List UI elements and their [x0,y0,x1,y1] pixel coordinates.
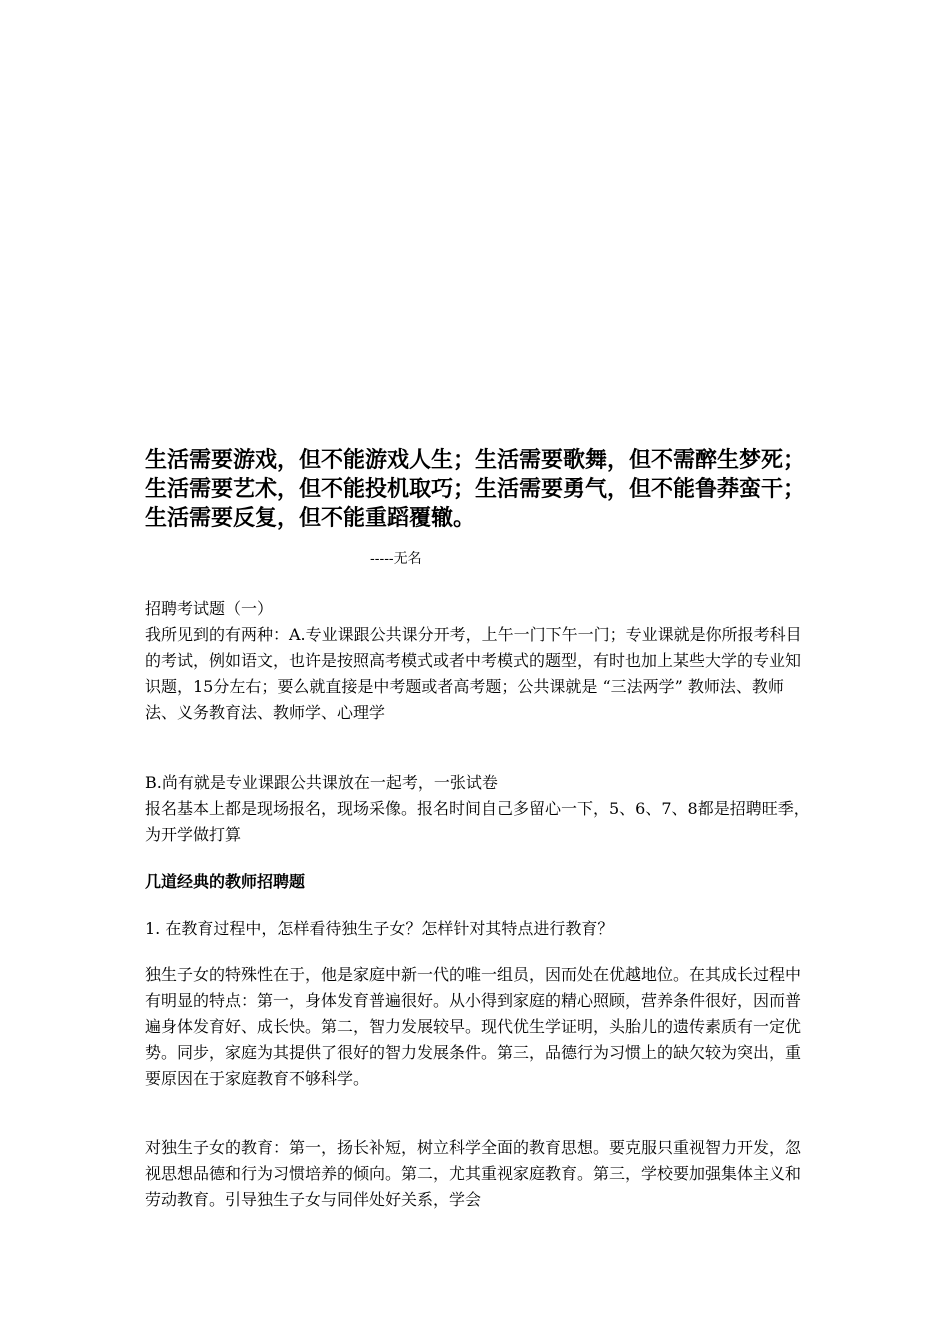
exam-format-paragraph-a: 我所见到的有两种：A.专业课跟公共课分开考，上午一门下午一门；专业课就是你所报考科目的考试，例如语文，也许是按照高考模式或者中考模式的题型，有时也加上某些大学的专业知识题，15分左右；要么就直接是中考题或者高考题；公共课就是 “三法两学” 教师法、教师法、义务教育法、教师学、心理学 [145,625,802,722]
registration-paragraph: 报名基本上都是现场报名，现场采像。报名时间自己多留心一下，5、6、7、8都是招聘旺季，为开学做打算 [145,799,810,844]
section-title: 招聘考试题（一） [145,599,274,618]
answer-1-paragraph-2: 对独生子女的教育：第一，扬长补短，树立科学全面的教育思想。要克服只重视智力开发，忽视思想品德和行为习惯培养的倾向。第二，尤其重视家庭教育。第三，学校要加强集体主义和劳动教育。引导独生子女与同伴处好关系，学会 [145,1138,802,1209]
question-1: 1. 在教育过程中，怎样看待独生子女？怎样针对其特点进行教育？ [145,919,614,938]
exam-format-paragraph-b: B.尚有就是专业课跟公共课放在一起考，一张试卷 [145,773,498,792]
answer-1-paragraph-1: 独生子女的特殊性在于，他是家庭中新一代的唯一组员，因而处在优越地位。在其成长过程中有明显的特点：第一，身体发育普遍很好。从小得到家庭的精心照顾，营养条件很好，因而普遍身体发育好、成长快。第二，智力发展较早。现代优生学证明，头胎儿的遗传素质有一定优势。同步，家庭为其提供了很好的智力发展条件。第三，品德行为习惯上的缺欠较为突出，重要原因在于家庭教育不够科学。 [145,965,802,1088]
quote-author: -----无名 [370,551,422,567]
quote-text: 生活需要游戏，但不能游戏人生；生活需要歌舞，但不需醉生梦死；生活需要艺术，但不能投机取巧；生活需要勇气，但不能鲁莽蛮干；生活需要反复，但不能重蹈覆辙。 [145,448,806,531]
classic-questions-heading: 几道经典的教师招聘题 [145,872,306,891]
